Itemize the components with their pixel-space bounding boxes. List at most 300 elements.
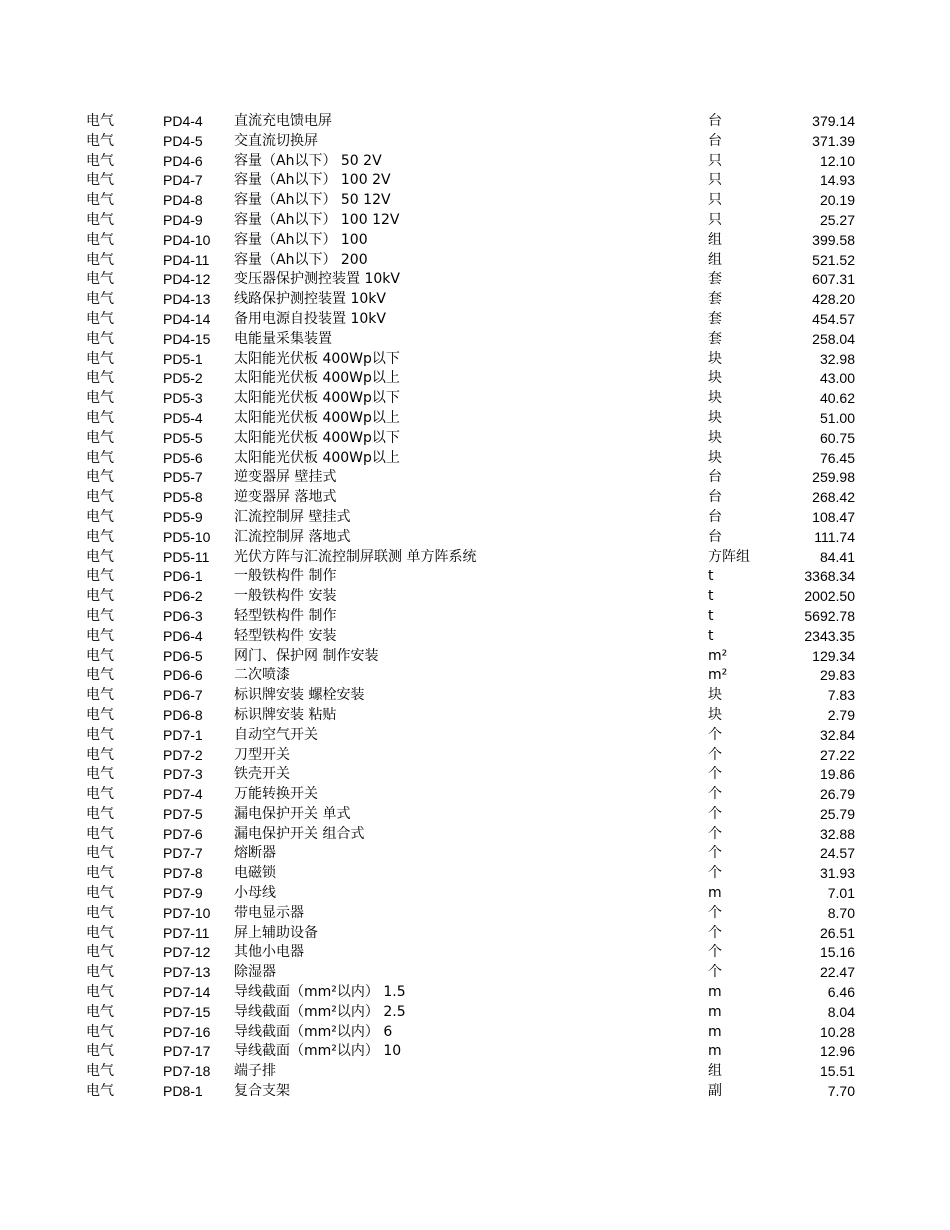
table-row (0, 647, 950, 667)
item-name-cell: 容量（Ah以下） 50 12V (234, 192, 391, 209)
item-name-cell: 熔断器 (234, 845, 276, 862)
item-name-cell: 端子排 (234, 1063, 276, 1080)
code-cell: PD7-5 (163, 805, 203, 822)
code-cell: PD6-3 (163, 607, 203, 624)
table-row (0, 825, 950, 845)
item-name-cell: 太阳能光伏板 400Wp以上 (234, 409, 400, 426)
price-cell: 32.84 (819, 726, 855, 743)
price-cell: 7.01 (827, 885, 855, 902)
unit-cell: 台 (708, 113, 722, 129)
table-row (0, 449, 950, 469)
price-cell: 32.88 (819, 825, 855, 842)
category-cell: 电气 (86, 588, 114, 605)
table-row (0, 666, 950, 686)
table-row (0, 508, 950, 528)
category-cell: 电气 (86, 449, 114, 466)
category-cell: 电气 (86, 726, 114, 743)
table-row (0, 191, 950, 211)
code-cell: PD4-7 (163, 172, 203, 189)
code-cell: PD4-9 (163, 211, 203, 228)
price-cell: 19.86 (819, 766, 855, 783)
category-cell: 电气 (86, 944, 114, 961)
item-name-cell: 电能量采集装置 (234, 330, 332, 347)
code-cell: PD7-12 (163, 944, 211, 961)
category-cell: 电气 (86, 409, 114, 426)
table-row (0, 1042, 950, 1062)
item-name-cell: 光伏方阵与汇流控制屏联测 单方阵系统 (234, 548, 477, 565)
table-row (0, 112, 950, 132)
item-name-cell: 除湿器 (234, 964, 276, 981)
table-row (0, 270, 950, 290)
item-name-cell: 一般铁构件 制作 (234, 568, 337, 585)
item-name-cell: 标识牌安装 螺栓安装 (234, 687, 365, 704)
code-cell: PD7-6 (163, 825, 203, 842)
code-cell: PD5-9 (163, 508, 203, 525)
item-name-cell: 铁壳开关 (234, 766, 290, 783)
category-cell: 电气 (86, 172, 114, 189)
price-cell: 29.83 (819, 667, 855, 684)
table-row (0, 785, 950, 805)
unit-cell: 个 (708, 924, 722, 941)
category-cell: 电气 (86, 489, 114, 506)
code-cell: PD6-4 (163, 627, 203, 644)
price-cell: 15.51 (819, 1063, 855, 1080)
table-row (0, 627, 950, 647)
code-cell: PD7-17 (163, 1043, 211, 1060)
category-cell: 电气 (86, 647, 114, 664)
unit-cell: m (708, 1023, 722, 1040)
table-row (0, 844, 950, 864)
price-cell: 111.74 (814, 528, 855, 545)
unit-cell: 个 (708, 805, 722, 822)
code-cell: PD8-1 (163, 1083, 203, 1100)
unit-cell: 副 (708, 1083, 722, 1100)
category-cell: 电气 (86, 330, 114, 347)
code-cell: PD4-4 (163, 113, 203, 129)
unit-cell: 个 (708, 825, 722, 842)
unit-cell: 块 (708, 409, 722, 426)
code-cell: PD5-7 (163, 469, 203, 486)
price-cell: 25.79 (819, 805, 855, 822)
price-cell: 76.45 (819, 449, 855, 466)
code-cell: PD6-6 (163, 667, 203, 684)
item-name-cell: 导线截面（mm²以内） 1.5 (234, 984, 406, 1001)
code-cell: PD4-13 (163, 291, 211, 308)
table-row (0, 468, 950, 488)
price-table (0, 112, 950, 1102)
price-cell: 5692.78 (804, 607, 855, 624)
unit-cell: 套 (708, 291, 722, 308)
item-name-cell: 容量（Ah以下） 100 (234, 231, 368, 248)
category-cell: 电气 (86, 687, 114, 704)
price-cell: 371.39 (812, 132, 855, 149)
category-cell: 电气 (86, 865, 114, 882)
table-row (0, 429, 950, 449)
unit-cell: 只 (708, 152, 722, 169)
table-row (0, 706, 950, 726)
code-cell: PD5-3 (163, 390, 203, 407)
item-name-cell: 万能转换开关 (234, 786, 318, 803)
code-cell: PD6-1 (163, 568, 203, 585)
price-cell: 24.57 (819, 845, 855, 862)
item-name-cell: 导线截面（mm²以内） 10 (234, 1043, 402, 1060)
price-cell: 258.04 (812, 330, 855, 347)
price-cell: 84.41 (819, 548, 855, 565)
unit-cell: 个 (708, 786, 722, 803)
table-row (0, 805, 950, 825)
price-cell: 20.19 (819, 192, 855, 209)
table-row (0, 211, 950, 231)
category-cell: 电气 (86, 370, 114, 387)
item-name-cell: 太阳能光伏板 400Wp以下 (234, 350, 400, 367)
table-row (0, 765, 950, 785)
item-name-cell: 漏电保护开关 单式 (234, 805, 351, 822)
table-row (0, 943, 950, 963)
category-cell: 电气 (86, 627, 114, 644)
category-cell: 电气 (86, 1043, 114, 1060)
unit-cell: 个 (708, 845, 722, 862)
price-cell: 60.75 (819, 429, 855, 446)
item-name-cell: 小母线 (234, 885, 276, 902)
table-row (0, 567, 950, 587)
table-row (0, 963, 950, 983)
code-cell: PD6-8 (163, 706, 203, 723)
price-cell: 22.47 (819, 964, 855, 981)
table-row (0, 983, 950, 1003)
price-cell: 7.83 (827, 687, 855, 704)
code-cell: PD5-5 (163, 429, 203, 446)
category-cell: 电气 (86, 786, 114, 803)
unit-cell: 块 (708, 687, 722, 704)
category-cell: 电气 (86, 766, 114, 783)
code-cell: PD7-4 (163, 786, 203, 803)
table-row (0, 1082, 950, 1102)
table-row (0, 1062, 950, 1082)
item-name-cell: 标识牌安装 粘贴 (234, 706, 337, 723)
price-cell: 12.10 (819, 152, 855, 169)
item-name-cell: 太阳能光伏板 400Wp以下 (234, 429, 400, 446)
table-row (0, 330, 950, 350)
price-cell: 26.79 (819, 786, 855, 803)
table-row (0, 884, 950, 904)
category-cell: 电气 (86, 390, 114, 407)
unit-cell: 套 (708, 330, 722, 347)
item-name-cell: 自动空气开关 (234, 726, 318, 743)
table-row (0, 132, 950, 152)
price-cell: 10.28 (819, 1023, 855, 1040)
price-cell: 129.34 (812, 647, 855, 664)
table-row (0, 587, 950, 607)
item-name-cell: 轻型铁构件 安装 (234, 627, 337, 644)
code-cell: PD7-10 (163, 904, 211, 921)
unit-cell: t (708, 568, 714, 585)
unit-cell: 个 (708, 865, 722, 882)
table-row (0, 389, 950, 409)
unit-cell: 个 (708, 766, 722, 783)
code-cell: PD4-5 (163, 132, 203, 149)
table-row (0, 1023, 950, 1043)
item-name-cell: 漏电保护开关 组合式 (234, 825, 365, 842)
item-name-cell: 汇流控制屏 壁挂式 (234, 508, 351, 525)
item-name-cell: 变压器保护测控装置 10kV (234, 271, 400, 288)
category-cell: 电气 (86, 1003, 114, 1020)
unit-cell: 台 (708, 528, 722, 545)
code-cell: PD7-16 (163, 1023, 211, 1040)
code-cell: PD4-15 (163, 330, 211, 347)
table-row (0, 1003, 950, 1023)
table-row (0, 746, 950, 766)
price-cell: 268.42 (812, 489, 855, 506)
category-cell: 电气 (86, 706, 114, 723)
unit-cell: 块 (708, 706, 722, 723)
category-cell: 电气 (86, 805, 114, 822)
item-name-cell: 太阳能光伏板 400Wp以上 (234, 370, 400, 387)
category-cell: 电气 (86, 1083, 114, 1100)
price-cell: 2002.50 (804, 588, 855, 605)
category-cell: 电气 (86, 1023, 114, 1040)
category-cell: 电气 (86, 113, 114, 129)
item-name-cell: 逆变器屏 落地式 (234, 489, 337, 506)
unit-cell: m² (708, 647, 728, 664)
category-cell: 电气 (86, 231, 114, 248)
item-name-cell: 一般铁构件 安装 (234, 588, 337, 605)
unit-cell: 块 (708, 350, 722, 367)
category-cell: 电气 (86, 1063, 114, 1080)
table-row (0, 726, 950, 746)
code-cell: PD6-5 (163, 647, 203, 664)
price-cell: 43.00 (819, 370, 855, 387)
item-name-cell: 电磁锁 (234, 865, 276, 882)
item-name-cell: 太阳能光伏板 400Wp以上 (234, 449, 400, 466)
item-name-cell: 容量（Ah以下） 50 2V (234, 152, 382, 169)
category-cell: 电气 (86, 984, 114, 1001)
unit-cell: 台 (708, 489, 722, 506)
code-cell: PD7-13 (163, 964, 211, 981)
table-row (0, 350, 950, 370)
category-cell: 电气 (86, 845, 114, 862)
unit-cell: 组 (708, 1063, 722, 1080)
item-name-cell: 网门、保护网 制作安装 (234, 647, 379, 664)
item-name-cell: 汇流控制屏 落地式 (234, 528, 351, 545)
code-cell: PD4-10 (163, 231, 211, 248)
code-cell: PD4-11 (163, 251, 210, 268)
unit-cell: 只 (708, 192, 722, 209)
code-cell: PD5-6 (163, 449, 203, 466)
unit-cell: m (708, 885, 722, 902)
table-row (0, 686, 950, 706)
item-name-cell: 交直流切换屏 (234, 132, 318, 149)
item-name-cell: 备用电源自投装置 10kV (234, 310, 386, 327)
price-cell: 6.46 (827, 984, 855, 1001)
unit-cell: 个 (708, 746, 722, 763)
table-row (0, 231, 950, 251)
price-cell: 379.14 (812, 113, 855, 129)
code-cell: PD7-8 (163, 865, 203, 882)
unit-cell: 套 (708, 310, 722, 327)
item-name-cell: 带电显示器 (234, 904, 304, 921)
category-cell: 电气 (86, 271, 114, 288)
category-cell: 电气 (86, 885, 114, 902)
price-cell: 428.20 (812, 291, 855, 308)
code-cell: PD6-7 (163, 687, 203, 704)
category-cell: 电气 (86, 607, 114, 624)
code-cell: PD7-2 (163, 746, 203, 763)
item-name-cell: 容量（Ah以下） 100 12V (234, 211, 400, 228)
item-name-cell: 直流充电馈电屏 (234, 113, 332, 129)
category-cell: 电气 (86, 508, 114, 525)
category-cell: 电气 (86, 152, 114, 169)
price-cell: 25.27 (819, 211, 855, 228)
item-name-cell: 导线截面（mm²以内） 6 (234, 1023, 393, 1040)
item-name-cell: 二次喷漆 (234, 667, 290, 684)
item-name-cell: 轻型铁构件 制作 (234, 607, 337, 624)
unit-cell: t (708, 588, 714, 605)
price-cell: 8.70 (827, 904, 855, 921)
item-name-cell: 太阳能光伏板 400Wp以下 (234, 390, 400, 407)
unit-cell: 台 (708, 469, 722, 486)
unit-cell: 块 (708, 449, 722, 466)
item-name-cell: 导线截面（mm²以内） 2.5 (234, 1003, 406, 1020)
category-cell: 电气 (86, 904, 114, 921)
category-cell: 电气 (86, 548, 114, 565)
price-cell: 7.70 (827, 1083, 855, 1100)
code-cell: PD5-8 (163, 489, 203, 506)
unit-cell: 组 (708, 251, 722, 268)
category-cell: 电气 (86, 964, 114, 981)
table-row (0, 171, 950, 191)
unit-cell: m (708, 1003, 722, 1020)
price-cell: 40.62 (819, 390, 855, 407)
code-cell: PD7-1 (163, 726, 203, 743)
unit-cell: 方阵组 (708, 548, 750, 565)
category-cell: 电气 (86, 568, 114, 585)
code-cell: PD5-11 (163, 548, 210, 565)
table-row (0, 409, 950, 429)
table-row (0, 904, 950, 924)
category-cell: 电气 (86, 825, 114, 842)
category-cell: 电气 (86, 310, 114, 327)
price-cell: 51.00 (819, 409, 855, 426)
item-name-cell: 容量（Ah以下） 100 2V (234, 172, 391, 189)
unit-cell: 个 (708, 964, 722, 981)
item-name-cell: 其他小电器 (234, 944, 304, 961)
unit-cell: 套 (708, 271, 722, 288)
price-cell: 607.31 (812, 271, 855, 288)
unit-cell: 块 (708, 390, 722, 407)
table-row (0, 369, 950, 389)
category-cell: 电气 (86, 211, 114, 228)
price-cell: 454.57 (812, 310, 855, 327)
code-cell: PD7-18 (163, 1063, 211, 1080)
price-cell: 2.79 (827, 706, 855, 723)
item-name-cell: 屏上辅助设备 (234, 924, 318, 941)
price-cell: 521.52 (812, 251, 855, 268)
unit-cell: t (708, 627, 714, 644)
item-name-cell: 复合支架 (234, 1083, 290, 1100)
category-cell: 电气 (86, 132, 114, 149)
unit-cell: 台 (708, 132, 722, 149)
category-cell: 电气 (86, 251, 114, 268)
code-cell: PD5-2 (163, 370, 203, 387)
code-cell: PD4-6 (163, 152, 203, 169)
category-cell: 电气 (86, 192, 114, 209)
price-cell: 12.96 (819, 1043, 855, 1060)
price-cell: 31.93 (819, 865, 855, 882)
code-cell: PD7-3 (163, 766, 203, 783)
category-cell: 电气 (86, 667, 114, 684)
item-name-cell: 容量（Ah以下） 200 (234, 251, 368, 268)
unit-cell: 只 (708, 172, 722, 189)
code-cell: PD7-9 (163, 885, 203, 902)
price-cell: 2343.35 (804, 627, 855, 644)
category-cell: 电气 (86, 350, 114, 367)
item-name-cell: 线路保护测控装置 10kV (234, 291, 386, 308)
category-cell: 电气 (86, 924, 114, 941)
code-cell: PD6-2 (163, 588, 203, 605)
code-cell: PD5-1 (163, 350, 203, 367)
unit-cell: 个 (708, 726, 722, 743)
code-cell: PD4-14 (163, 310, 211, 327)
unit-cell: m (708, 1043, 722, 1060)
code-cell: PD5-10 (163, 528, 211, 545)
code-cell: PD5-4 (163, 409, 203, 426)
price-cell: 399.58 (812, 231, 855, 248)
code-cell: PD7-11 (163, 924, 210, 941)
code-cell: PD7-14 (163, 984, 211, 1001)
table-row (0, 251, 950, 271)
table-row (0, 152, 950, 172)
price-cell: 15.16 (819, 944, 855, 961)
unit-cell: m (708, 984, 722, 1001)
code-cell: PD4-12 (163, 271, 211, 288)
category-cell: 电气 (86, 528, 114, 545)
unit-cell: 个 (708, 944, 722, 961)
code-cell: PD4-8 (163, 192, 203, 209)
table-row (0, 310, 950, 330)
price-cell: 8.04 (827, 1003, 855, 1020)
table-row (0, 548, 950, 568)
unit-cell: 块 (708, 370, 722, 387)
price-cell: 27.22 (819, 746, 855, 763)
table-row (0, 864, 950, 884)
unit-cell: 组 (708, 231, 722, 248)
table-row (0, 488, 950, 508)
table-row (0, 924, 950, 944)
price-cell: 108.47 (812, 508, 855, 525)
category-cell: 电气 (86, 291, 114, 308)
table-row (0, 607, 950, 627)
price-cell: 26.51 (819, 924, 855, 941)
unit-cell: m² (708, 667, 728, 684)
unit-cell: t (708, 607, 714, 624)
item-name-cell: 刀型开关 (234, 746, 290, 763)
price-cell: 32.98 (819, 350, 855, 367)
price-cell: 3368.34 (804, 568, 855, 585)
price-cell: 259.98 (812, 469, 855, 486)
table-row (0, 290, 950, 310)
table-row (0, 528, 950, 548)
category-cell: 电气 (86, 429, 114, 446)
code-cell: PD7-7 (163, 845, 203, 862)
code-cell: PD7-15 (163, 1003, 211, 1020)
unit-cell: 只 (708, 211, 722, 228)
category-cell: 电气 (86, 469, 114, 486)
unit-cell: 块 (708, 429, 722, 446)
category-cell: 电气 (86, 746, 114, 763)
unit-cell: 个 (708, 904, 722, 921)
item-name-cell: 逆变器屏 壁挂式 (234, 469, 337, 486)
price-cell: 14.93 (819, 172, 855, 189)
